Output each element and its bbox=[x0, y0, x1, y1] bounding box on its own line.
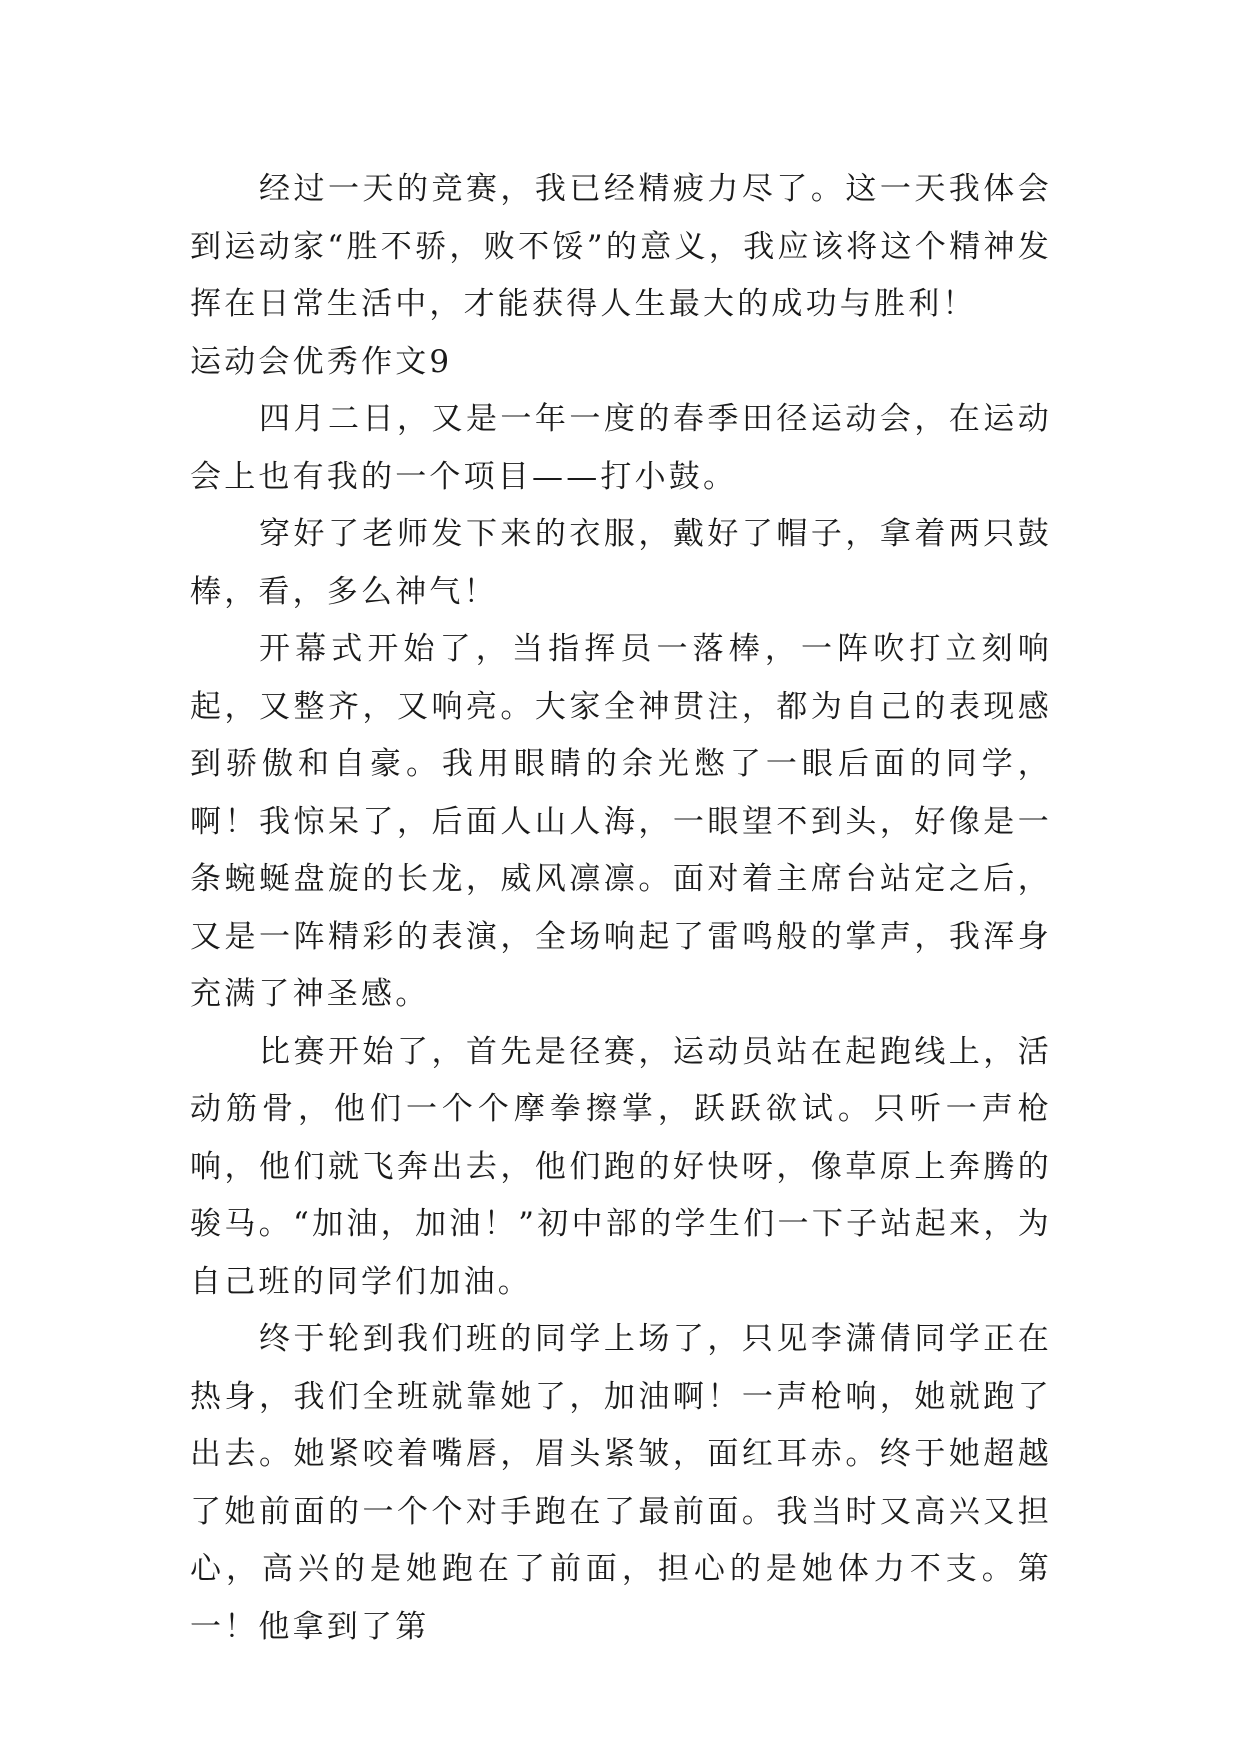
document-body bbox=[190, 161, 1052, 1656]
paragraph-race-start: 比赛开始了，首先是径赛，运动员站在起跑线上，活动筋骨，他们一个个摩拳擦掌，跃跃欲试。只听一声枪响，他们就飞奔出去，他们跑的好快呀，像草原上奔腾的骏马。“加油，加油！”初中部的学生们一下子站起来，为自己班的同学们加油。 bbox=[190, 1033, 1052, 1300]
essay-heading: 运动会优秀作文9 bbox=[190, 343, 453, 380]
paragraph-conclusion: 经过一天的竞赛，我已经精疲力尽了。这一天我体会到运动家“胜不骄，败不馁”的意义，我应该将这个精神发挥在日常生活中，才能获得人生最大的成功与胜利！ bbox=[190, 171, 1052, 322]
paragraph-opening-ceremony: 开幕式开始了，当指挥员一落棒，一阵吹打立刻响起，又整齐，又响亮。大家全神贯注，都为自己的表现感到骄傲和自豪。我用眼睛的余光憋了一眼后面的同学，啊！我惊呆了，后面人山人海，一眼望不到头，好像是一条蜿蜒盘旋的长龙，威风凛凛。面对着主席台站定之后，又是一阵精彩的表演，全场响起了雷鸣般的掌声，我浑身充满了神圣感。 bbox=[190, 631, 1052, 1012]
paragraph-intro: 四月二日，又是一年一度的春季田径运动会，在运动会上也有我的一个项目——打小鼓。 bbox=[190, 401, 1052, 495]
paragraph-classmate-race: 终于轮到我们班的同学上场了，只见李潇倩同学正在热身，我们全班就靠她了，加油啊！一声枪响，她就跑了出去。她紧咬着嘴唇，眉头紧皱，面红耳赤。终于她超越了她前面的一个个对手跑在了最前面。我当时又高兴又担心，高兴的是她跑在了前面，担心的是她体力不支。第一！他拿到了第 bbox=[190, 1321, 1052, 1645]
paragraph-outfit: 穿好了老师发下来的衣服，戴好了帽子，拿着两只鼓棒，看，多么神气！ bbox=[190, 516, 1052, 610]
